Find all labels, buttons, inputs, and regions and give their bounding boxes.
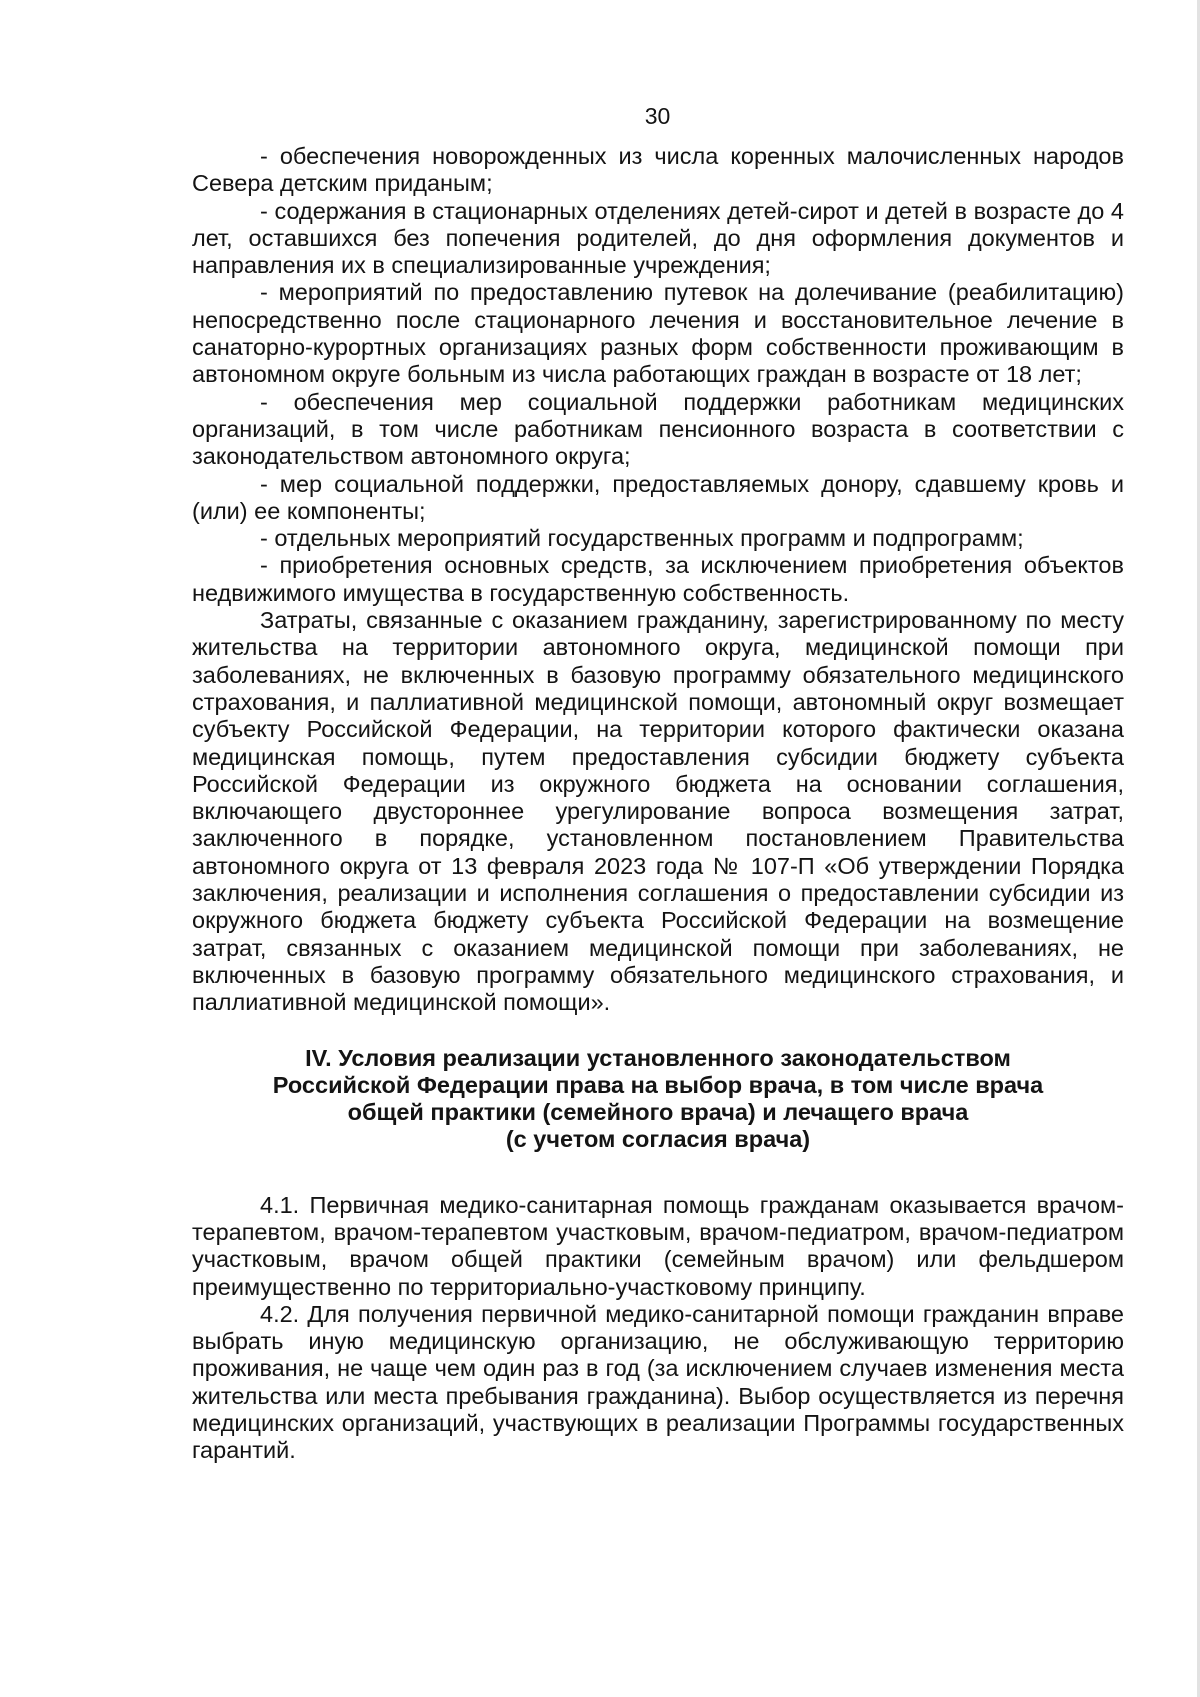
list-item-fixed-assets: - приобретения основных средств, за исключением приобретения объектов недвижимого имущества в государственную собственность. [192, 552, 1124, 606]
list-item-state-programs: - отдельных мероприятий государственных программ и подпрограмм; [260, 525, 1024, 552]
clause-4-1: 4.1. Первичная медико-санитарная помощь гражданам оказывается врачом-терапевтом, врачом-терапевтом участковым, врачом-педиатром, врачом-педиатром участковым, врачом общей практики (семейным врачом) или фельдшером преимущественно по территориально-участковому принципу. [192, 1191, 1124, 1300]
section-heading-line-3: общей практики (семейного врача) и лечащего врача [347, 1099, 969, 1126]
list-item-rehabilitation: - мероприятий по предоставлению путевок на долечивание (реабилитацию) непосредственно после стационарного лечения и восстановительное лечение в санаторно-курортных организациях разных форм собственности проживающим в автономном округе больным из числа работающих граждан в возрасте от 18 лет; [192, 279, 1124, 388]
section-heading-line-1: IV. Условия реализации установленного законодательством [305, 1044, 1011, 1071]
page-body [192, 143, 1124, 1465]
page-number: 30 [644, 103, 671, 129]
section-heading-line-2: Российской Федерации права на выбор врача, в том числе врача [272, 1071, 1044, 1098]
costs-paragraph: Затраты, связанные с оказанием гражданину, зарегистрированному по месту жительства на территории автономного округа, медицинской помощи при заболеваниях, не включенных в базовую программу обязательного медицинского страхования, и паллиативной медицинской помощи, автономный округ возмещает субъекту Российской Федерации, на территории которого фактически оказана медицинская помощь, путем предоставления субсидии бюджету субъекта Российской Федерации из окружного бюджета на основании соглашения, включающего двустороннее урегулирование вопроса возмещения затрат, заключенного в порядке, установленном постановлением Правительства автономного округа от 13 февраля 2023 года № 107-П «Об утверждении Порядка заключения, реализации и исполнения соглашения о предоставлении субсидии из окружного бюджета бюджету субъекта Российской Федерации на возмещение затрат, связанных с оказанием медицинской помощи при заболеваниях, не включенных в базовую программу обязательного медицинского страхования, и паллиативной медицинской помощи». [192, 607, 1124, 1016]
clause-4-2: 4.2. Для получения первичной медико-санитарной помощи гражданин вправе выбрать иную медицинскую организацию, не обслуживающую территорию проживания, не чаще чем один раз в год (за исключением случаев изменения места жительства или места пребывания гражданина). Выбор осуществляется из перечня медицинских организаций, участвующих в реализации Программы государственных гарантий. [192, 1300, 1124, 1464]
list-item-newborns: - обеспечения новорожденных из числа коренных малочисленных народов Севера детским приданым; [192, 143, 1124, 197]
list-item-social-support-workers: - обеспечения мер социальной поддержки работникам медицинских организаций, в том числе работникам пенсионного возраста в соответствии с законодательством автономного округа; [192, 388, 1124, 470]
list-item-donor-support: - мер социальной поддержки, предоставляемых донору, сдавшему кровь и (или) ее компоненты; [192, 470, 1124, 524]
list-item-orphans: - содержания в стационарных отделениях детей-сирот и детей в возрасте до 4 лет, оставшихся без попечения родителей, до дня оформления документов и направления их в специализированные учреждения; [192, 197, 1124, 279]
section-heading-line-4: (с учетом согласия врача) [505, 1126, 811, 1153]
section-body [192, 1192, 1124, 1465]
section-heading [192, 1045, 1124, 1154]
